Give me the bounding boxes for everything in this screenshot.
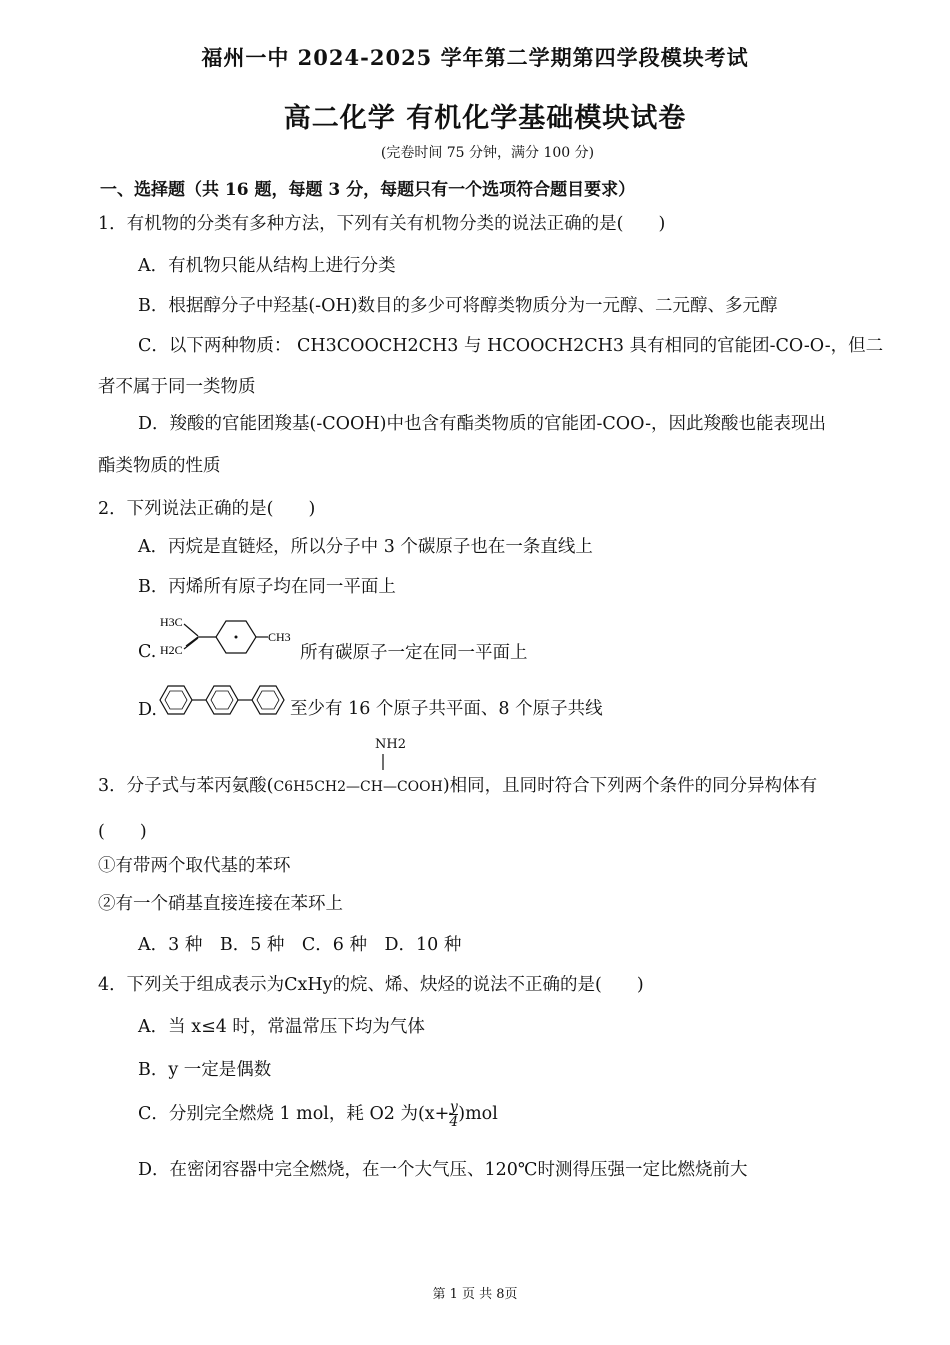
- q3-options: A．3 种 B．5 种 C．6 种 D．10 种: [138, 935, 462, 955]
- q3-nh2-label: NH2: [375, 737, 406, 752]
- q2-option-b: B．丙烯所有原子均在同一平面上: [138, 577, 396, 597]
- paper-subtitle: 高二化学 有机化学基础模块试卷: [283, 103, 687, 134]
- struct-label-ch3: CH3: [268, 630, 291, 644]
- q4-stem-prefix: 4．下列关于组成表示为: [98, 975, 285, 995]
- q3-blank: ( ): [98, 822, 147, 842]
- q1-option-c-formula1: CH3COOCH2CH3: [296, 336, 459, 356]
- q3-stem-suffix: )相同，且同时符合下列两个条件的同分异构体有: [442, 776, 818, 796]
- q1-stem: 1．有机物的分类有多种方法，下列有关有机物分类的说法正确的是( ): [98, 214, 666, 234]
- q3-condition-2: ②有一个硝基直接连接在苯环上: [98, 894, 343, 914]
- exam-title: 福州一中 2024-2025 学年第二学期第四学段模块考试: [201, 45, 749, 70]
- q1-option-c-formula2: HCOOCH2CH3: [487, 336, 624, 356]
- q4-fraction-den: 4: [449, 1114, 459, 1130]
- q1-option-c-mid: 与: [464, 336, 482, 356]
- q1-option-b: B．根据醇分子中羟基(-OH)数目的多少可将醇类物质分为一元醇、二元醇、多元醇: [138, 296, 778, 316]
- q2-option-d-label: D.: [138, 700, 157, 720]
- q1-option-c-suffix: 具有相同的官能团-CO-O-，但二: [629, 336, 884, 356]
- q4-stem: [98, 971, 644, 996]
- q4-option-c-prefix: C．分别完全燃烧 1 mol，耗 O2 为(x+: [138, 1104, 450, 1124]
- q1-option-d-line1: D．羧酸的官能团羧基(-COOH)中也含有酯类物质的官能团-COO-，因此羧酸也能表现出: [138, 414, 826, 434]
- q1-option-d-line2: 酯类物质的性质: [98, 456, 221, 476]
- q2-option-c-text: 所有碳原子一定在同一平面上: [300, 643, 528, 663]
- struct-label-h3c: H3C: [160, 615, 183, 629]
- q2-option-c-label: C.: [138, 642, 157, 662]
- struct-label-h2c: H2C: [160, 643, 183, 657]
- q2-option-c-structure: [158, 612, 298, 662]
- q1-option-a: A．有机物只能从结构上进行分类: [138, 256, 396, 276]
- q4-stem-suffix: 的烷、烯、炔烃的说法不正确的是( ): [332, 975, 644, 995]
- exam-info: (完卷时间 75 分钟，满分 100 分): [380, 145, 595, 161]
- section-heading: 一、选择题（共 16 题，每题 3 分，每题只有一个选项符合题目要求）: [100, 180, 636, 200]
- q4-option-c-suffix: )mol: [458, 1104, 498, 1124]
- q3-stem-prefix: 3．分子式与苯丙氨酸(: [98, 776, 274, 796]
- q2-option-d-text: 至少有 16 个原子共平面、8 个原子共线: [290, 699, 603, 719]
- q3-formula: C6H5CH2—CH—COOH: [273, 779, 443, 795]
- q4-fraction: [449, 1100, 458, 1129]
- page-footer: 第 1 页 共 8页: [432, 1287, 518, 1302]
- q4-option-b: B．y 一定是偶数: [138, 1060, 272, 1080]
- q3-bond-line: [378, 754, 388, 772]
- q2-stem: 2．下列说法正确的是( ): [98, 499, 316, 519]
- terphenyl-structure: [158, 682, 290, 718]
- q1-option-c-line1: [138, 332, 883, 357]
- q4-option-d: D．在密闭容器中完全燃烧，在一个大气压、120℃时测得压强一定比燃烧前大: [138, 1160, 748, 1180]
- q4-option-c: [138, 1100, 498, 1129]
- q4-formula: CxHy: [284, 975, 333, 995]
- q4-option-a: A．当 x≤4 时，常温常压下均为气体: [138, 1017, 425, 1037]
- q1-option-c-prefix: C．以下两种物质：: [138, 336, 292, 356]
- q1-option-c-line2: 者不属于同一类物质: [98, 377, 256, 397]
- q3-condition-1: ①有带两个取代基的苯环: [98, 856, 291, 876]
- q4-fraction-num: y: [449, 1099, 458, 1115]
- q3-stem-line1: [98, 772, 817, 797]
- q2-option-a: A．丙烷是直链烃，所以分子中 3 个碳原子也在一条直线上: [138, 537, 593, 557]
